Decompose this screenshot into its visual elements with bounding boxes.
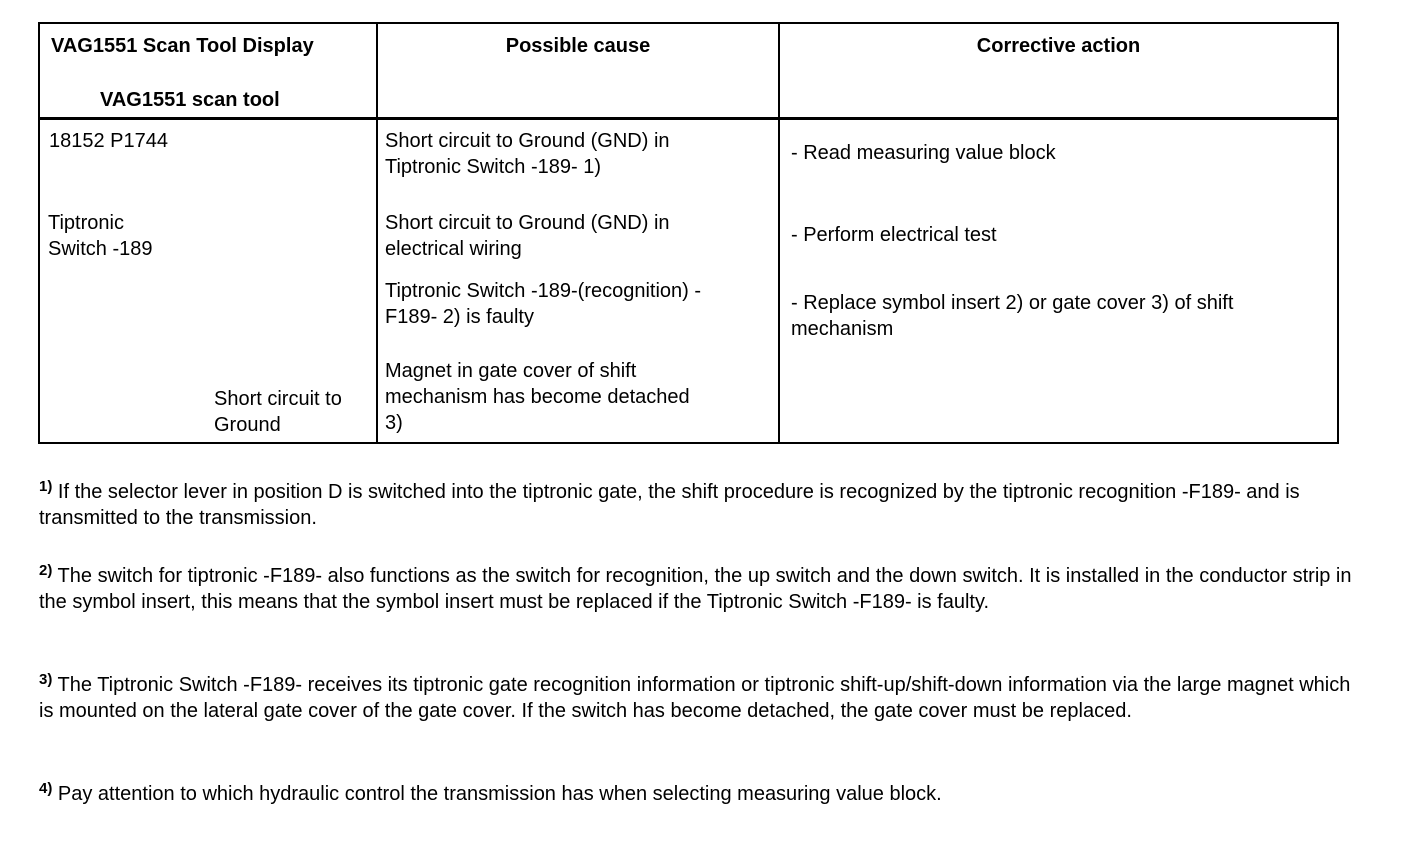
footnote-2-text: The switch for tiptronic -F189- also functions as the switch for recognition, the up switch and the down switch. It is installed in the conductor strip in the symbol insert, this means that the symbol insert must be replaced if the Tiptronic Switch -F189- is faulty.: [39, 565, 1352, 613]
diagnostic-table: [38, 22, 1339, 444]
cause-2-line1: Short circuit to Ground (GND) in: [385, 212, 670, 234]
header-possible-cause: Possible cause: [505, 35, 651, 57]
component-name-line1: Tiptronic: [48, 212, 124, 234]
header-divider: [40, 117, 1337, 120]
footnote-4-text: Pay attention to which hydraulic control the transmission has when selecting measuring value block.: [57, 783, 942, 805]
header-corrective-action: Corrective action: [976, 35, 1141, 57]
cause-1-line1: Short circuit to Ground (GND) in: [385, 130, 670, 152]
fault-type-line1: Short circuit to: [214, 388, 342, 410]
column-divider: [778, 24, 780, 442]
footnote-3-text: The Tiptronic Switch -F189- receives its tiptronic gate recognition information or tiptronic shift-up/shift-down information via the large magnet which is mounted on the lateral gate cover of the gate cover. If the switch has become detached, the gate cover must be replaced.: [39, 674, 1351, 722]
footnote-2: [39, 558, 1359, 615]
header-scan-tool: VAG1551 scan tool: [100, 89, 280, 111]
footnote-2-number: 2): [39, 562, 53, 579]
cause-4-line2: mechanism has become detached: [385, 386, 690, 408]
cause-1-line2: Tiptronic Switch -189- 1): [385, 156, 601, 178]
footnote-3: [39, 667, 1359, 724]
action-3-line1: - Replace symbol insert 2) or gate cover 3) of shift: [791, 292, 1234, 314]
footnote-1: [39, 474, 1359, 531]
header-scan-tool-display: VAG1551 Scan Tool Display: [51, 35, 314, 57]
fault-type-line2: Ground: [214, 414, 281, 436]
cause-3-line2: F189- 2) is faulty: [385, 306, 534, 328]
footnote-3-number: 3): [39, 671, 53, 688]
footnote-4: [39, 776, 1359, 807]
cause-2-line2: electrical wiring: [385, 238, 522, 260]
footnote-1-text: If the selector lever in position D is switched into the tiptronic gate, the shift procedure is recognized by the tiptronic recognition -F189- and is transmitted to the transmission.: [39, 481, 1300, 529]
fault-code: 18152 P1744: [49, 130, 169, 152]
action-2: - Perform electrical test: [791, 224, 997, 246]
column-divider: [376, 24, 378, 442]
footnote-1-number: 1): [39, 478, 53, 495]
component-name-line2: Switch -189: [48, 238, 153, 260]
action-3-line2: mechanism: [791, 318, 894, 340]
cause-4-line3: 3): [385, 412, 403, 434]
action-1: - Read measuring value block: [791, 142, 1056, 164]
cause-3-line1: Tiptronic Switch -189-(recognition) -: [385, 280, 702, 302]
cause-4-line1: Magnet in gate cover of shift: [385, 360, 637, 382]
footnote-4-number: 4): [39, 780, 53, 797]
